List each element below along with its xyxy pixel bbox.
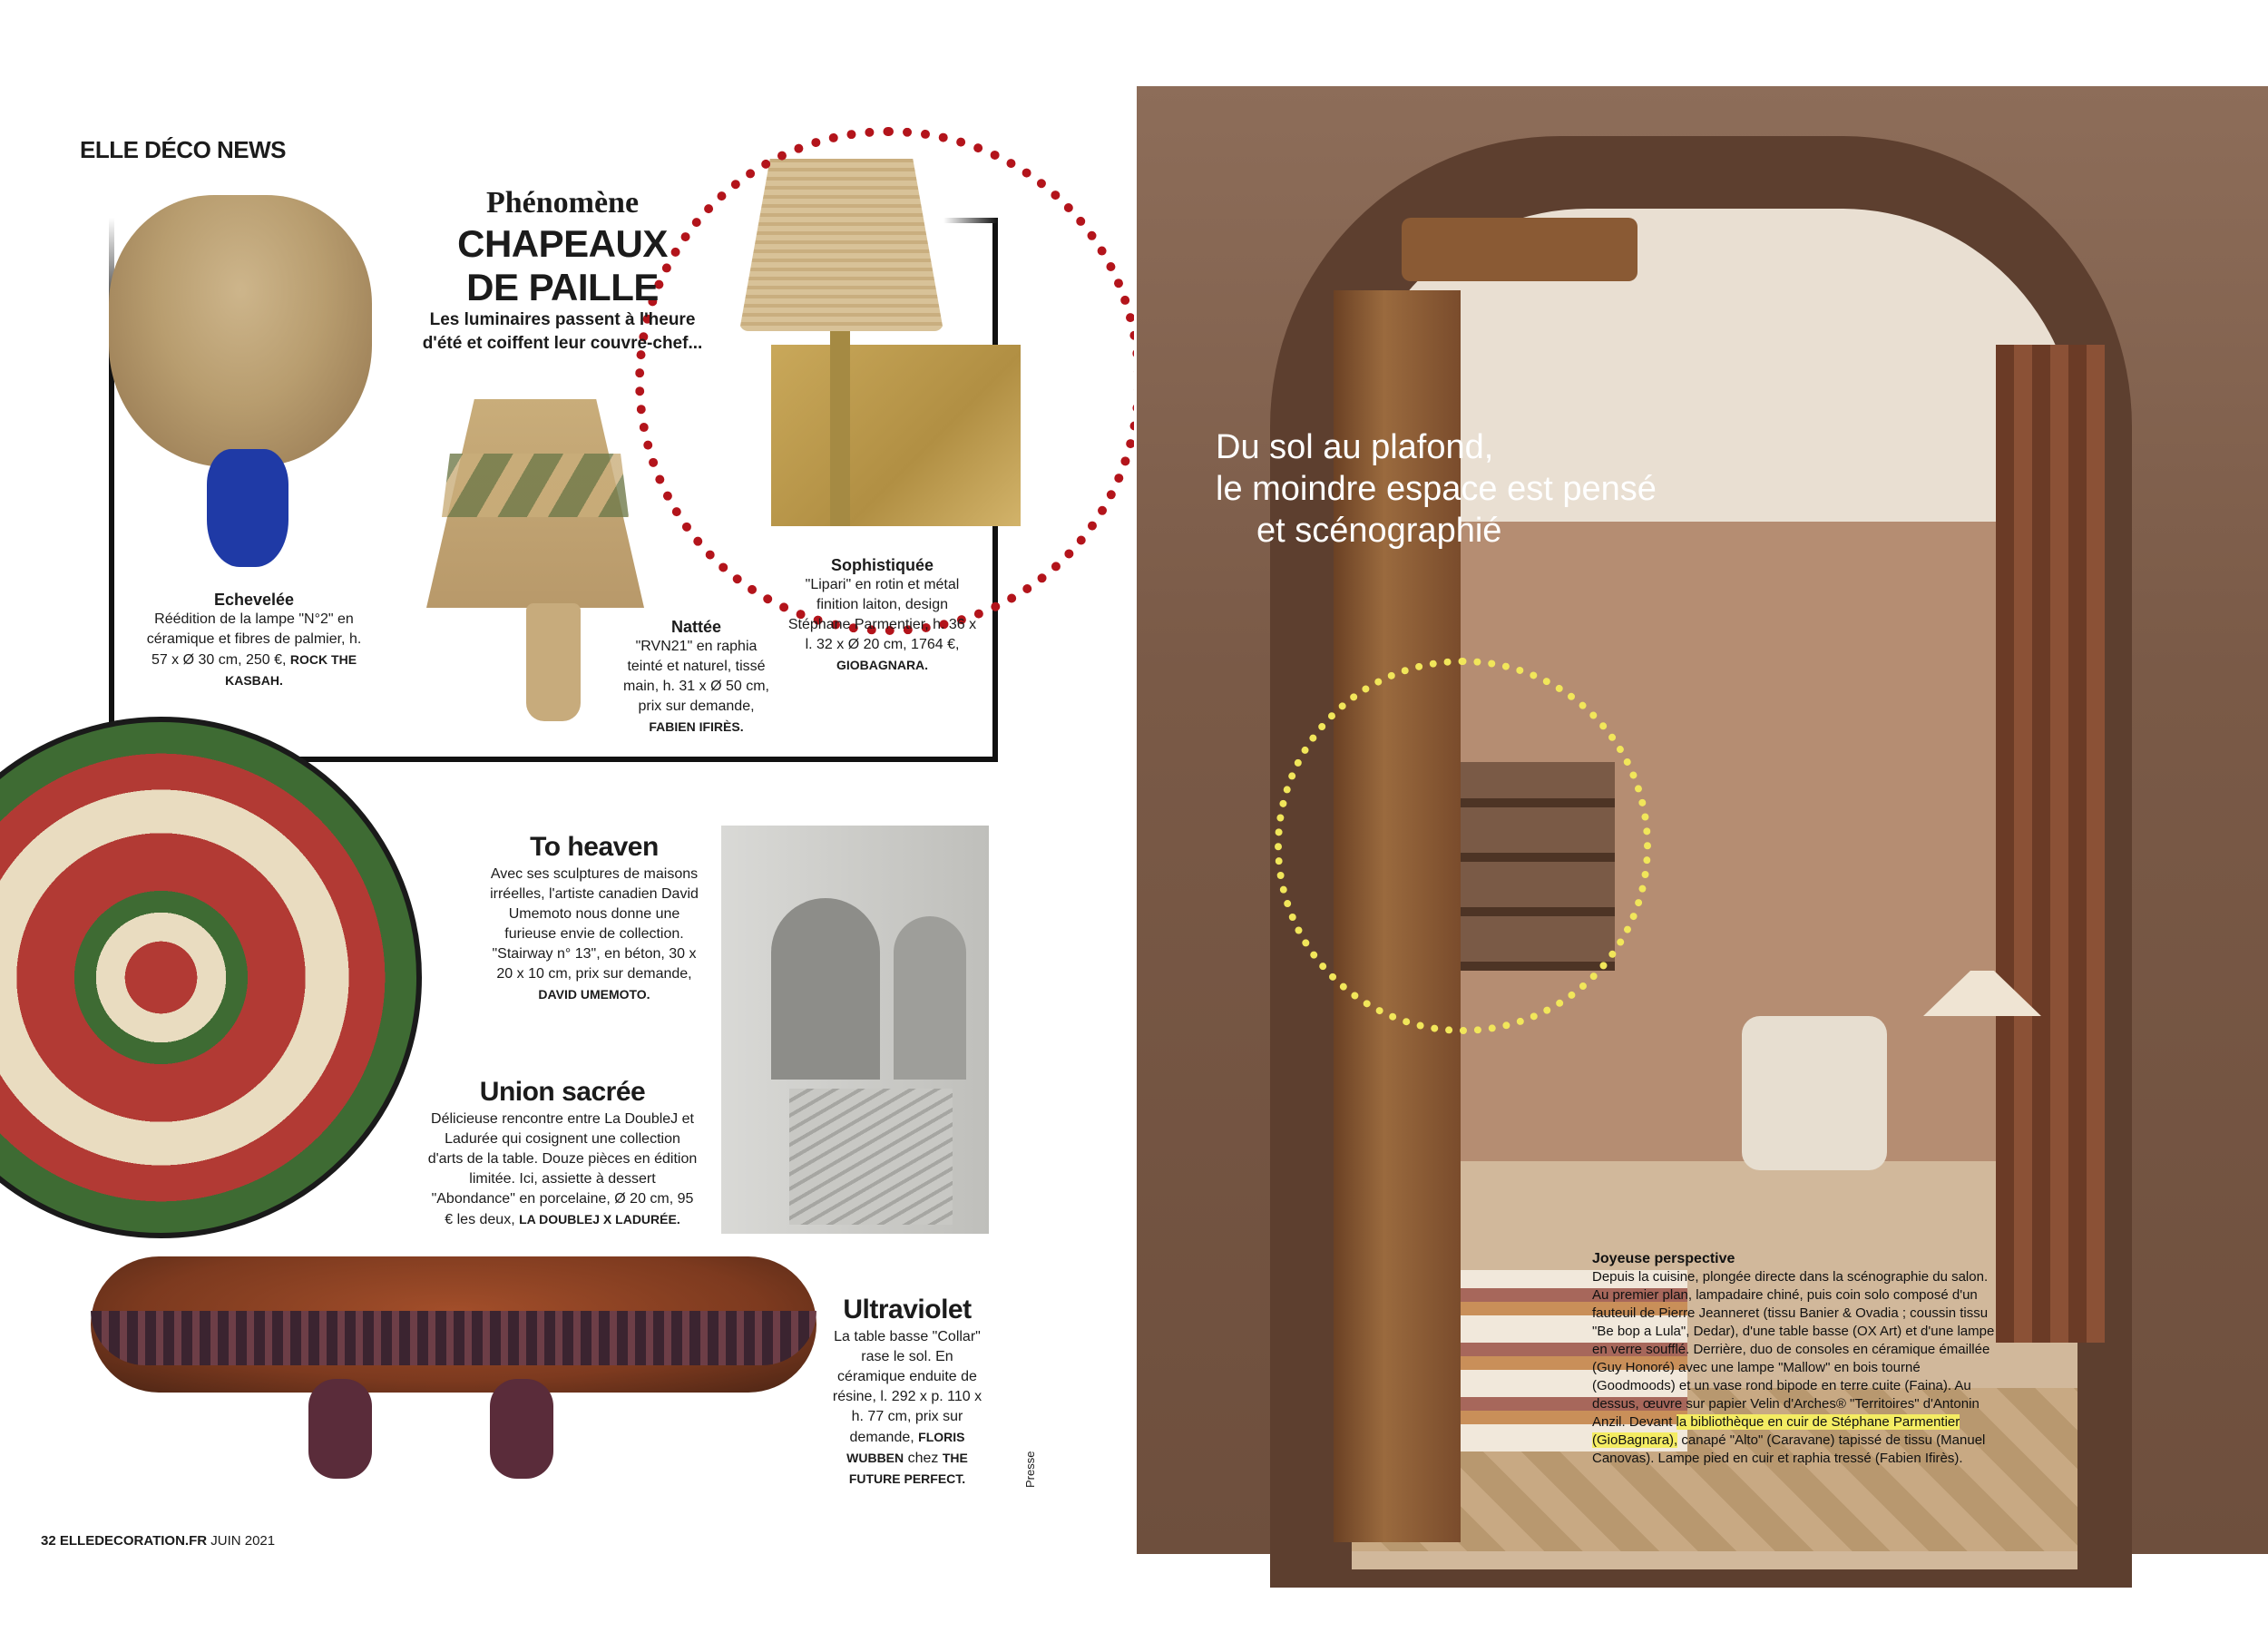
quote-line-1: Du sol au plafond, [1216,428,1494,466]
folio-site: ELLEDECORATION.FR [59,1533,208,1549]
feature-kicker: Phénomène [485,186,640,220]
coffee-table-leg [490,1379,553,1479]
caption-source: FABIEN IFIRÈS. [649,719,744,734]
coffee-table-edge [91,1311,816,1365]
caption-source-1: FLORIS WUBBEN [846,1430,965,1465]
caption-text: Réédition de la lampe "N°2" en céramique et fibres de palmier, h. 57 x Ø 30 cm, 250 €, [146,611,362,668]
caption-ultraviolet [826,1293,989,1490]
headline-line-1: CHAPEAUX [457,222,668,265]
palm-lamp-shade-image [109,195,372,467]
folio [41,1533,275,1549]
caption-nattee [617,617,776,738]
caption-text: Délicieuse rencontre entre La DoubleJ et Ladurée qui cosignent une collection d'arts de la table. Douze pièces en édition limitée. Ici, assiette à dessert "Abondance" en porcelaine, Ø 20 cm, 95 € les deux, [427,1111,698,1227]
caption-to-heaven [485,830,703,1005]
caption-source: DAVID UMEMOTO. [538,987,650,1002]
feature-headline [426,222,699,309]
palm-lamp-base-image [207,449,288,567]
caption-source: GIOBAGNARA. [836,658,929,672]
ceiling-light [1402,218,1637,281]
headline-line-2: DE PAILLE [466,266,659,308]
photo-caption-title: Joyeuse perspective [1592,1251,1735,1266]
caption-text: Avec ses sculptures de maisons irréelles, l'artiste canadien David Umemoto nous donne une furieuse envie de collection. "Stairway n° 13", en béton, 30 x 20 x 10 cm, prix sur demande, [490,866,699,982]
photo-caption [1592,1250,1996,1468]
caption-text: "Lipari" en rotin et métal finition laiton, design Stéphane Parmentier, h. 36 x l. 32 x Ø 20 cm, 1764 €, [787,577,977,652]
caption-title: Sophistiquée [830,556,934,574]
quote-line-2: le moindre espace est pensé [1216,470,1657,508]
photo-caption-text: Depuis la cuisine, plongée directe dans la scénographie du salon. Au premier plan, lampadaire chiné, puis coin solo composé d'un fauteuil de Pierre Jeanneret (tissu Banier & Ovadia ; coussin tissu "Be bop a Lula", Dedar), d'une table basse (OX Art) et d'une lampe en verre soufflé. Derrière, duo de consoles en céramique émaillée (Guy Honoré) avec une lampe "Mallow" en bois tourné (Goodmoods) et un vase rond bipode en terre cuite (Faina). Au dessus, œuvre sur papier Velin d'Arches® "Territoires" d'Antonin Anzil. Devant [1592,1269,1995,1430]
folio-issue: JUIN 2021 [210,1533,276,1549]
yellow-dotted-circle-annotation [1275,658,1651,1034]
raffia-lamp-pattern [434,454,637,517]
highlighted-caption-text: la bibliothèque en cuir de Stéphane Parmentier (GioBagnara), [1592,1414,1960,1448]
armchair [1742,1016,1887,1170]
photo-credit: Presse [1023,1451,1037,1488]
caption-title: Echevelée [213,591,295,609]
pull-quote [1216,426,1724,552]
caption-source-mid: chez [904,1451,939,1466]
raffia-lamp-base-image [526,603,581,721]
caption-title: Ultraviolet [843,1295,972,1324]
caption-sophistiquee [785,555,980,676]
caption-title: Nattée [670,618,722,636]
section-header: ELLE DÉCO NEWS [80,136,287,163]
caption-title: To heaven [530,832,659,862]
photo-caption-text-end: canapé "Alto" (Caravane) tapissé de tissu (Manuel Canovas). Lampe pied en cuir et raphia tressé (Fabien Ifirès). [1592,1432,1986,1466]
sculpture-arch [894,916,966,1080]
curtain [1996,345,2105,1343]
coffee-table-leg [308,1379,372,1479]
feature-intro: Les luminaires passent à l'heure d'été et coiffent leur couvre-chef... [422,310,703,353]
quote-line-3: et scénographié [1256,512,1502,550]
sculpture-arch [771,898,880,1080]
caption-text: "RVN21" en raphia teinté et naturel, tissé main, h. 31 x Ø 50 cm, prix sur demande, [623,639,769,714]
caption-echevelee [145,590,363,691]
caption-source: ROCK THE KASBAH. [225,652,357,688]
folio-page: 32 [41,1533,56,1549]
caption-union-sacree [426,1075,699,1230]
caption-title: Union sacrée [479,1077,646,1107]
caption-source-2: THE FUTURE PERFECT. [848,1451,968,1486]
caption-text: La table basse "Collar" rase le sol. En céramique enduite de résine, l. 292 x p. 110 x h. 77 cm, prix sur demande, [832,1329,982,1445]
caption-source: LA DOUBLEJ X LADURÉE. [519,1212,680,1227]
sculpture-stairs [789,1089,953,1225]
